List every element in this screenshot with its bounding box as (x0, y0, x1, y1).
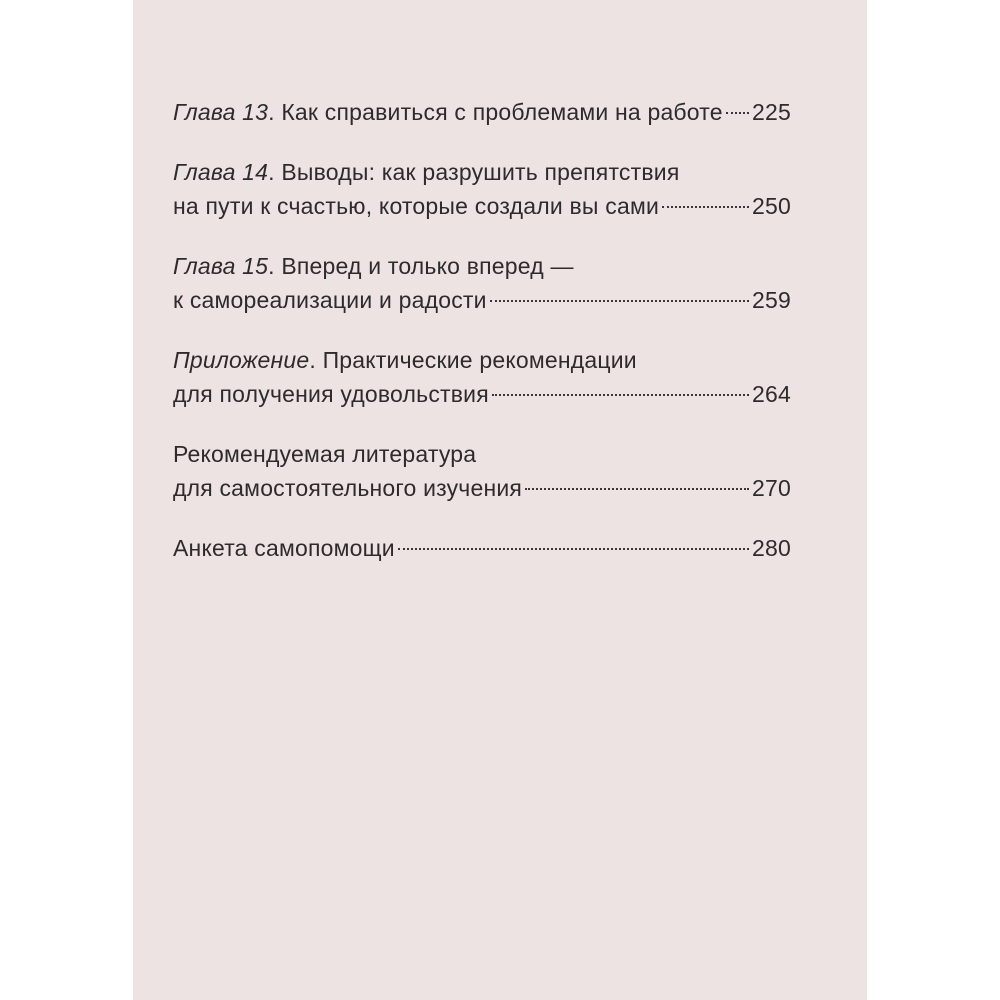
dot-leader (662, 206, 749, 208)
page-number: 225 (752, 99, 791, 125)
toc-line (173, 343, 791, 377)
toc-line (173, 155, 791, 189)
entry-title: Как справиться с проблемами на работе (281, 99, 723, 125)
toc-line (173, 377, 791, 411)
book-page (133, 0, 867, 1000)
prefix-separator: . (268, 159, 282, 185)
dot-leader (398, 548, 749, 550)
entry-title-continued: для получения удовольствия (173, 381, 489, 407)
toc-line (173, 531, 791, 565)
table-of-contents (173, 95, 791, 591)
toc-entry-chapter-14 (173, 155, 791, 223)
prefix-separator: . (268, 253, 282, 279)
entry-prefix: Глава 13 (173, 99, 269, 125)
entry-title: Анкета самопомощи (173, 535, 395, 561)
entry-title: Практические рекомендации (322, 347, 637, 373)
entry-title: Выводы: как разрушить препятствия (281, 159, 680, 185)
entry-prefix: Приложение (173, 347, 310, 373)
page-number: 250 (752, 193, 791, 219)
dot-leader (490, 300, 749, 302)
prefix-separator: . (268, 99, 282, 125)
toc-line (173, 249, 791, 283)
entry-title-continued: к самореализации и радости (173, 287, 487, 313)
page-number: 280 (752, 535, 791, 561)
toc-line (173, 95, 791, 129)
toc-line (173, 437, 791, 471)
toc-entry-appendix (173, 343, 791, 411)
entry-title-continued: для самостоятельного изучения (173, 475, 523, 501)
dot-leader (492, 394, 749, 396)
dot-leader (726, 112, 749, 114)
dot-leader (525, 488, 749, 490)
toc-entry-self-help-questionnaire (173, 531, 791, 565)
toc-line (173, 471, 791, 505)
entry-prefix: Глава 14 (173, 159, 269, 185)
entry-title: Рекомендуемая литература (173, 441, 477, 467)
page-number: 270 (752, 475, 791, 501)
toc-line (173, 283, 791, 317)
entry-prefix: Глава 15 (173, 253, 269, 279)
toc-entry-chapter-13 (173, 95, 791, 129)
prefix-separator: . (309, 347, 323, 373)
entry-title: Вперед и только вперед — (281, 253, 574, 279)
entry-title-continued: на пути к счастью, которые создали вы сами (173, 193, 659, 219)
toc-entry-chapter-15 (173, 249, 791, 317)
toc-entry-recommended-literature (173, 437, 791, 505)
toc-line (173, 189, 791, 223)
page-number: 259 (752, 287, 791, 313)
page-number: 264 (752, 381, 791, 407)
